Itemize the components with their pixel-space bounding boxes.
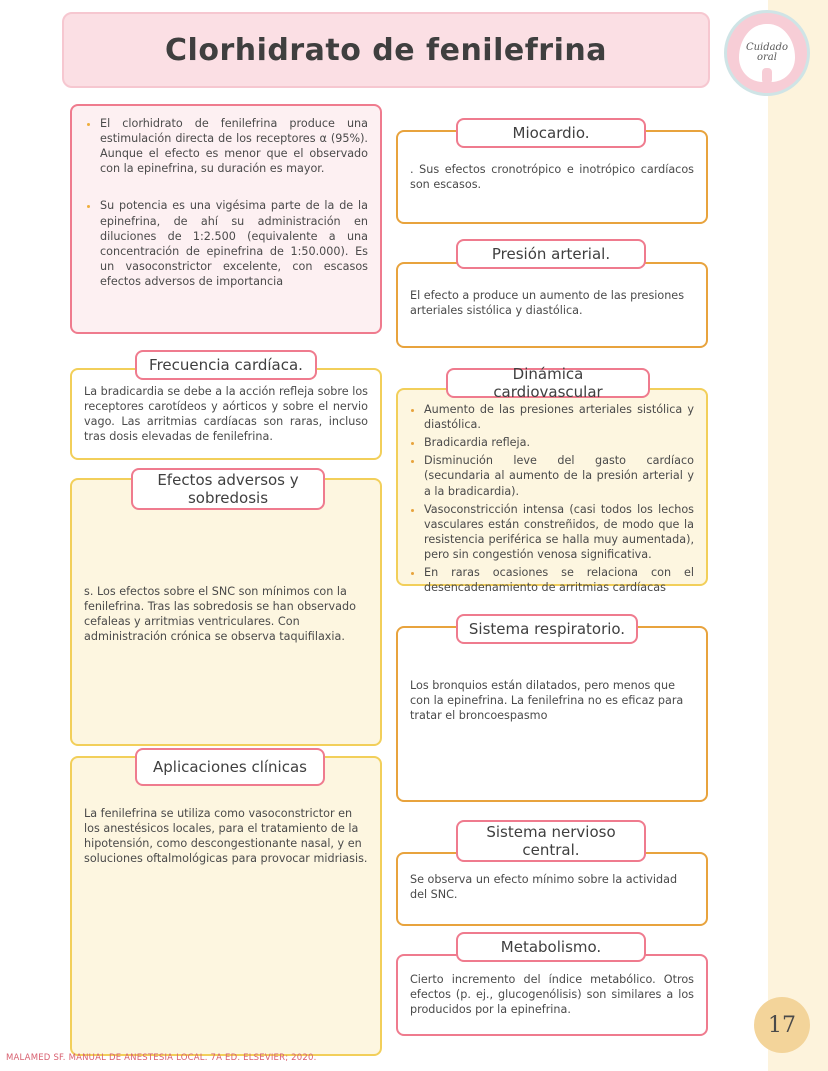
presion-arterial-card [396,262,708,348]
logo-line-2: oral [757,52,777,63]
presion-arterial-text: El efecto a produce un aumento de las presiones arteriales sistólica y diastólica. [410,289,685,318]
efectos-adversos-card [70,478,382,746]
miocardio-header: Miocardio. [456,118,646,148]
metabolismo-text: Cierto incremento del índice metabólico. Otros efectos (p. ej., glucogenólisis) son similares a los producidos por la epinefrina. [410,973,694,1017]
frecuencia-cardiaca-header: Frecuencia cardíaca. [135,350,317,380]
list-item: • El clorhidrato de fenilefrina produce una estimulación directa de los receptores α (95%). Aunque el efecto es menor que el observado con la epinefrina, su duración es mayor. [100,116,368,176]
list-item: • Bradicardia refleja. [424,435,694,450]
list-item: • Vasoconstricción intensa (casi todos los lechos vasculares están constreñidos, de modo que la resistencia periférica se halla muy aumentada), pero sin congestión venosa significativa. [424,502,694,562]
frecuencia-cardiaca-text: La bradicardia se debe a la acción refleja sobre los receptores carotídeos y aórticos y sobre el nervio vago. Las arritmias cardíacas son raras, incluso tras dosis elevadas de fenilefrina. [84,385,368,444]
sistema-respiratorio-text: Los bronquios están dilatados, pero menos que con la epinefrina. La fenilefrina no es eficaz para tratar el broncoespasmo [410,679,684,723]
brand-logo [724,10,810,96]
sistema-nervioso-central-text: Se observa un efecto mínimo sobre la actividad del SNC. [410,873,678,902]
frecuencia-cardiaca-card [70,368,382,460]
page-title-banner [62,12,710,88]
miocardio-text: . Sus efectos cronotrópico e inotrópico cardíacos son escasos. [410,163,694,192]
dinamica-cardiovascular-card [396,388,708,595]
page-title: Clorhidrato de fenilefrina [165,32,607,68]
logo-line-1: Cuidado [745,41,789,53]
page-number-badge: 17 [754,997,810,1053]
list-item: • Su potencia es una vigésima parte de la de la epinefrina, de ahí su administración en diluciones de 1:2.500 (equivalente a una concentración de epinefrina de 1:50.000). Es un vasoconstrictor excelente, con escasos efectos adversos de importancia [100,198,368,289]
aplicaciones-clinicas-card [70,756,382,1056]
presion-arterial-header: Presión arterial. [456,239,646,269]
metabolismo-header: Metabolismo. [456,932,646,962]
dinamica-cardiovascular-header: Dinámica cardiovascular [446,368,650,398]
intro-card [70,104,382,334]
list-item: • Aumento de las presiones arteriales sistólica y diastólica. [424,402,694,432]
dinamica-cardiovascular-body [398,390,706,608]
intro-card-body [72,106,380,305]
list-item: • Disminución leve del gasto cardíaco (secundaria al aumento de la presión arterial y a la bradicardia). [424,453,694,498]
tooth-icon [739,24,795,82]
dinamica-bullet-list [410,402,694,595]
source-footer: MALAMED SF. MANUAL DE ANESTESIA LOCAL. 7A ED. ELSEVIER; 2020. [6,1053,317,1063]
page-side-band [768,0,828,1071]
efectos-adversos-header: Efectos adversos y sobredosis [131,468,325,510]
sistema-respiratorio-card [396,626,708,802]
aplicaciones-clinicas-text: La fenilefrina se utiliza como vasoconstrictor en los anestésicos locales, para el tratamiento de la hipotensión, como descongestionante nasal, y en soluciones oftalmológicas para provocar midriasis. [84,807,368,866]
sistema-nervioso-central-header: Sistema nervioso central. [456,820,646,862]
logo-text [746,43,788,64]
metabolismo-card [396,954,708,1036]
intro-bullet-list [84,116,368,289]
sistema-nervioso-central-card [396,852,708,926]
aplicaciones-clinicas-header: Aplicaciones clínicas [135,748,325,786]
list-item: • En raras ocasiones se relaciona con el desencadenamiento de arritmias cardíacas [424,565,694,595]
efectos-adversos-text: s. Los efectos sobre el SNC son mínimos con la fenilefrina. Tras las sobredosis se han observado cefaleas y arritmias ventriculares. Con administración crónica se observa taquifilaxia. [84,585,356,644]
sistema-respiratorio-header: Sistema respiratorio. [456,614,638,644]
